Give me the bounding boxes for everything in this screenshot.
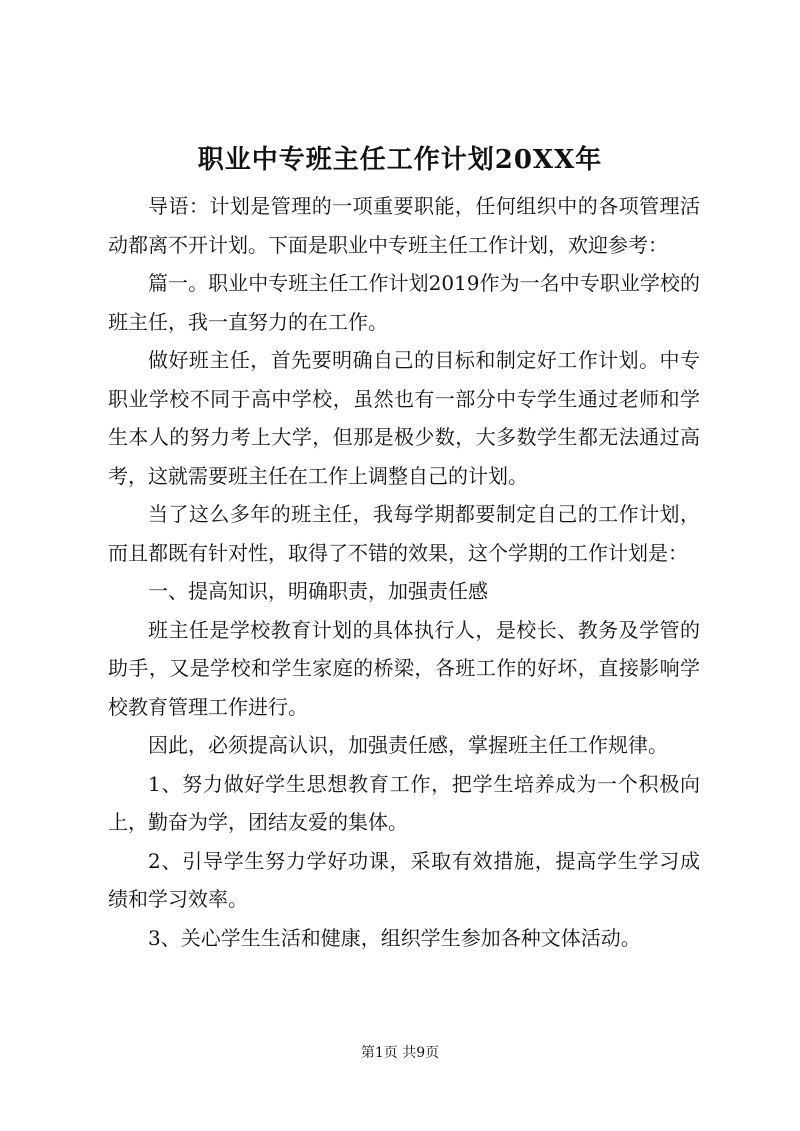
section-heading: 一、提高知识，明确职责，加强责任感 bbox=[148, 579, 488, 603]
document-body bbox=[108, 187, 700, 957]
paragraph-intro: 导语：计划是管理的一项重要职能，任何组织中的各项管理活动都离不开计划。下面是职业中专班主任工作计划，欢迎参考： bbox=[108, 194, 700, 257]
paragraph: 因此，必须提高认识，加强责任感，掌握班主任工作规律。 bbox=[148, 733, 668, 757]
paragraph: 当了这么多年的班主任，我每学期都要制定自己的工作计划，而且都既有针对性，取得了不错的效果，这个学期的工作计划是： bbox=[108, 502, 700, 565]
document-title: 职业中专班主任工作计划20XX年 bbox=[197, 145, 603, 175]
paragraph: 做好班主任，首先要明确自己的目标和制定好工作计划。中专职业学校不同于高中学校，虽然也有一部分中专学生通过老师和学生本人的努力考上大学，但那是极少数，大多数学生都无法通过高考，这就需要班主任在工作上调整自己的计划。 bbox=[108, 348, 700, 488]
paragraph: 班主任是学校教育计划的具体执行人，是校长、教务及学管的助手，又是学校和学生家庭的桥梁，各班工作的好坏，直接影响学校教育管理工作进行。 bbox=[108, 617, 700, 719]
list-item: 1、努力做好学生思想教育工作，把学生培养成为一个积极向上，勤奋为学，团结友爱的集体。 bbox=[108, 771, 700, 834]
page-footer: 第1页 共9页 bbox=[360, 1045, 440, 1061]
paragraph: 篇一。职业中专班主任工作计划2019作为一名中专职业学校的班主任，我一直努力的在工作。 bbox=[108, 271, 700, 334]
list-item: 3、关心学生生活和健康，组织学生参加各种文体活动。 bbox=[148, 925, 641, 950]
list-item: 2、引导学生努力学好功课，采取有效措施，提高学生学习成绩和学习效率。 bbox=[108, 848, 700, 911]
